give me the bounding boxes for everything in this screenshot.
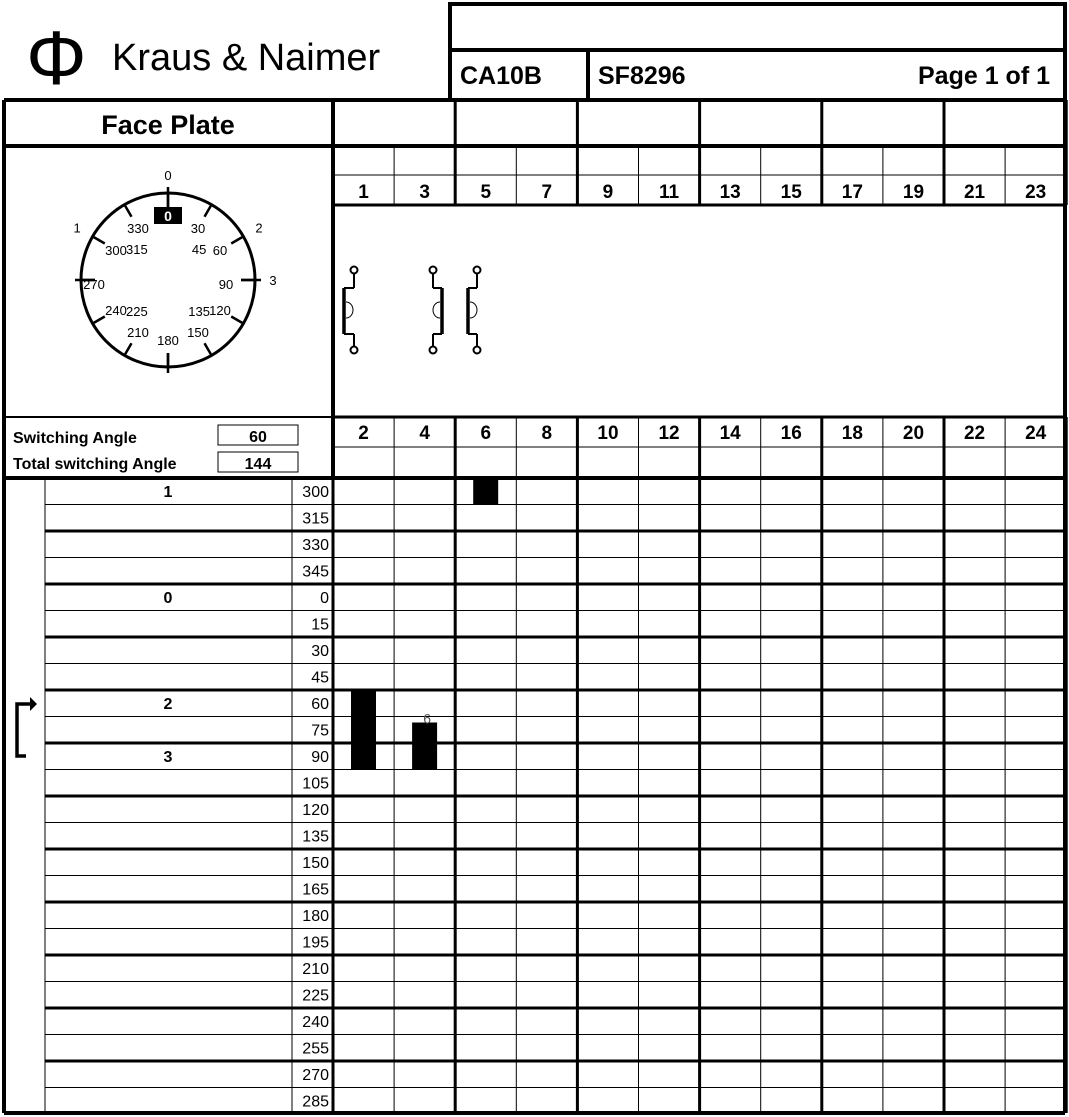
program-number: SF8296: [598, 62, 686, 90]
contact-symbols: [344, 267, 481, 354]
dial-angle-label: 150: [187, 324, 209, 340]
table-angle-label: 270: [302, 1067, 329, 1084]
table-position-label: 2: [163, 696, 173, 713]
closed-contact-bars: [351, 478, 498, 770]
dial-tick: [205, 343, 213, 356]
switching-angle-value: 60: [249, 429, 267, 446]
table-angle-label: 225: [302, 987, 329, 1005]
dial-tick: [124, 343, 132, 356]
table-angle-label: 60: [311, 696, 329, 713]
switching-angle-label: Switching Angle: [13, 430, 137, 447]
dial-angle-label: 60: [212, 243, 228, 258]
dial-tick: [231, 236, 244, 244]
logo-symbol: Φ: [26, 16, 87, 101]
company-name: Kraus & Naimer: [112, 37, 381, 79]
table-angle-label: 345: [302, 563, 329, 581]
total-switching-angle-label: Total switching Angle: [13, 456, 177, 473]
dial-angle-label: 270: [83, 277, 105, 292]
table-angle-label: 30: [311, 643, 329, 660]
table-position-label: 3: [163, 749, 173, 766]
bottom-terminal-label: 16: [780, 423, 802, 444]
closed-contact-bar: [473, 478, 498, 505]
top-terminal-label: 13: [719, 182, 741, 203]
table-angle-label: 45: [311, 669, 329, 687]
contact-grid: [333, 100, 1066, 1113]
dial-angle-label: 0: [164, 208, 172, 224]
table-angle-label: 75: [311, 722, 329, 740]
dial-angle-label: 30: [190, 221, 206, 237]
total-switching-angle-value: 144: [244, 456, 272, 473]
switching-angle-info: [13, 425, 298, 473]
table-angle-label: 15: [311, 616, 329, 634]
table-angle-label: 195: [302, 934, 329, 952]
dial-angle-label: 330: [127, 221, 149, 237]
dial-angle-label: 120: [209, 303, 231, 318]
contact-symbol-5-6: [468, 267, 481, 354]
table-angle-label: 300: [302, 484, 329, 501]
contact-symbol-3-4: [430, 267, 443, 354]
dial-tick: [92, 236, 105, 244]
dial-angle-label: 225: [126, 304, 148, 320]
header: [26, 4, 1065, 101]
top-terminal-label: 7: [541, 182, 553, 203]
top-terminal-label: 17: [841, 182, 863, 203]
bottom-terminal-label: 10: [597, 423, 619, 444]
table-angle-label: 210: [302, 961, 329, 978]
top-terminal-label: 9: [602, 182, 614, 203]
face-plate: [13, 110, 298, 473]
bottom-terminal-label: 22: [963, 423, 986, 444]
dial-tick: [124, 204, 132, 217]
bottom-terminal-label: 12: [658, 423, 680, 444]
table-position-label: 1: [163, 484, 173, 501]
top-terminal-label: 3: [419, 182, 430, 203]
closed-contact-bar: [351, 689, 376, 770]
contact-symbol-1-2: [344, 267, 358, 354]
dial-angle-label: 135: [188, 304, 210, 320]
dial-angle-label: 315: [126, 241, 148, 257]
dial-position-label: 2: [255, 220, 263, 236]
header-top-box: [450, 4, 1065, 50]
contact-note: 6: [423, 710, 431, 727]
table-angle-label: 330: [302, 537, 329, 554]
top-terminal-label: 19: [902, 182, 925, 203]
dial-angle-label: 90: [218, 277, 234, 292]
dial-tick: [92, 317, 105, 325]
page-indicator: Page 1 of 1: [918, 62, 1050, 90]
top-terminal-label: 15: [780, 182, 802, 203]
table-angle-label: 315: [302, 510, 329, 528]
series-code: CA10B: [460, 62, 542, 90]
bottom-terminal-label: 8: [541, 423, 553, 444]
dial-tick: [205, 204, 213, 217]
bottom-terminal-label: 6: [480, 423, 492, 444]
table-angle-label: 135: [302, 828, 329, 846]
table-angle-label: 90: [311, 749, 329, 766]
bottom-terminal-label: 2: [358, 423, 369, 444]
dial-angle-label: 210: [127, 324, 149, 340]
table-angle-label: 150: [302, 855, 329, 872]
table-position-label: 0: [163, 590, 173, 607]
face-plate-title: Face Plate: [101, 110, 235, 140]
company-logo: [26, 16, 381, 101]
top-terminal-label: 23: [1025, 182, 1047, 203]
rotary-dial: [73, 168, 276, 373]
table-angle-label: 105: [302, 775, 329, 793]
closed-contact-bar: [412, 723, 437, 770]
bottom-terminal-label: 20: [902, 423, 925, 444]
dial-tick: [231, 317, 244, 325]
dial-position-label: 1: [73, 220, 81, 236]
top-terminal-label: 5: [480, 182, 492, 203]
table-angle-label: 165: [302, 881, 329, 899]
dial-angle-label: 180: [157, 333, 179, 348]
table-angle-label: 240: [302, 1014, 329, 1031]
dial-angle-label: 45: [191, 241, 207, 257]
dial-position-label: 0: [164, 168, 172, 183]
table-angle-label: 285: [302, 1093, 329, 1111]
top-terminal-label: 11: [659, 182, 680, 203]
top-terminal-label: 21: [963, 182, 986, 203]
bottom-terminal-label: 24: [1025, 423, 1047, 444]
dial-angle-label: 300: [105, 243, 127, 258]
bottom-terminal-label: 4: [419, 423, 430, 444]
bottom-terminal-label: 18: [841, 423, 863, 444]
spring-return-marker: [17, 697, 37, 756]
switching-table: [45, 478, 1065, 1113]
dial-position-label: 3: [269, 273, 277, 288]
bottom-terminal-label: 14: [719, 423, 741, 444]
table-angle-label: 0: [320, 590, 329, 607]
table-angle-label: 120: [302, 802, 329, 819]
table-angle-label: 255: [302, 1040, 329, 1058]
dial-angle-label: 240: [105, 303, 127, 318]
top-terminal-label: 1: [358, 182, 369, 203]
table-angle-label: 180: [302, 908, 329, 925]
